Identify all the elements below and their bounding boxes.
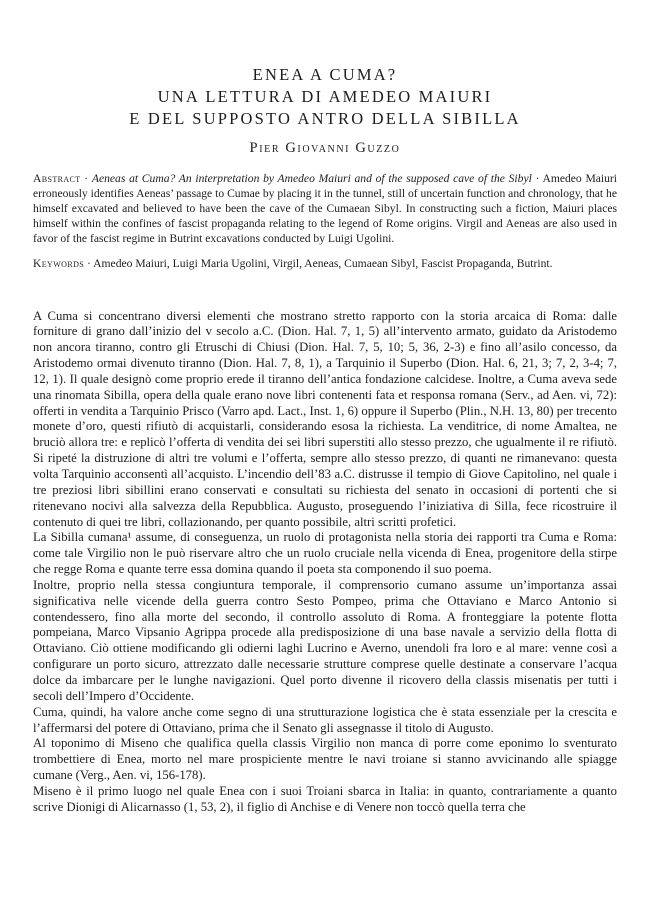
body-paragraph: La Sibilla cumana¹ assume, di conseguenza, un ruolo di protagonista nella storia dei rapporti tra Cuma e Roma: come tale Virgilio non le può riservare altro che un ruolo cruciale nella vicenda di Enea, progenitore della stirpe che regge Roma e quante terre essa domina quando il poeta sta componendo il suo poema. bbox=[33, 530, 617, 577]
article-body bbox=[33, 309, 617, 816]
abstract-english-title: Aeneas at Cuma? An interpretation by Amedeo Maiuri and of the supposed cave of the Sibyl bbox=[91, 172, 532, 185]
keywords-label: Keywords bbox=[33, 257, 85, 271]
body-paragraph: Inoltre, proprio nella stessa congiuntura temporale, il comprensorio cumano assume un’importanza assai significativa nelle vicende della guerra contro Sesto Pompeo, prima che Ottaviano e Marco Antonio si contendessero, fino alla morte del secondo, il controllo assoluto di Roma. A fronteggiare la potente flotta pompeiana, Marco Vipsanio Agrippa procede alla predisposizione di una base navale a servizio della flotta di Ottaviano. Ciò ottiene modificando gli odierni laghi Lucrino e Averno, unendoli fra loro e al mare: venne così a configurare un porto sicuro, attrezzato dalle necessarie strutture comprese quelle destinate a conservare l’acqua dolce da imbarcare per le lunghe navigazioni. Quel porto divenne il ricovero della classis misenatis per tutti i secoli dell’Impero d’Occidente. bbox=[33, 577, 617, 703]
article-title-line-2: UNA LETTURA DI AMEDEO MAIURI bbox=[157, 87, 493, 106]
abstract-label: Abstract bbox=[33, 172, 81, 185]
body-paragraph: Al toponimo di Miseno che qualifica quella classis Virgilio non manca di porre come eponimo lo sventurato trombettiere di Enea, morto nel mare prospiciente mentre le navi troiane si stanno avvicinando alle spiagge cumane (Verg., Aen. vi, 156-178). bbox=[33, 736, 617, 783]
body-paragraph: Miseno è il primo luogo nel quale Enea con i suoi Troiani sbarca in Italia: in quanto, contrariamente a quanto scrive Dionigi di Alicarnasso (1, 53, 2), il figlio di Anchise e di Venere non toccò quella terra che bbox=[33, 783, 617, 814]
author-name: Pier Giovanni Guzzo bbox=[249, 140, 401, 156]
keywords bbox=[33, 256, 617, 271]
article-page bbox=[33, 0, 617, 816]
article-title-line-3: E DEL SUPPOSTO ANTRO DELLA SIBILLA bbox=[129, 109, 521, 128]
body-paragraph: Cuma, quindi, ha valore anche come segno di una strutturazione logistica che è stata essenziale per la crescita e l’affermarsi del potere di Ottaviano, prima che il Senato gli assegnasse il titolo di Augusto. bbox=[33, 704, 617, 735]
abstract-separator: · bbox=[80, 172, 92, 185]
article-title-line-1: ENEA A CUMA? bbox=[252, 65, 398, 84]
body-paragraph: A Cuma si concentrano diversi elementi che mostrano stretto rapporto con la storia arcaica di Roma: dalle forniture di grano dall’inizio del v secolo a.C. (Dion. Hal. 7, 1, 5) all’intervento armato, guidato da Aristodemo non ancora tiranno, contro gli Etruschi di Chiusi (Dion. Hal. 7, 5, 10; 5, 36, 2-3) e fino all’asilo concesso, da Aristodemo ormai divenuto tiranno (Dion. Hal. 7, 8, 1), a Tarquinio il Superbo (Dion. Hal. 6, 21, 3; 7, 2, 3-4; 7, 12, 1). Il quale designò come proprio erede il tiranno dell’antica fondazione calcidese. Inoltre, a Cuma aveva sede una rinomata Sibilla, opera della quale erano nove libri contenenti fata et responsa romana (Serv., ad Aen. vi, 72): offerti in vendita a Tarquinio Prisco (Varro apd. Lact., Inst. 1, 6) oppure il Superbo (Plin., N.H. 13, 80) per trecento monete d’oro, questi rifiutò di acquistarli, considerando esosa la richiesta. La venditrice, di nome Amaltea, ne bruciò allora tre: e replicò l’offerta di vendita dei sei libri superstiti allo stesso prezzo, che ugualmente il re rifiutò. Si ripeté la distruzione di altri tre volumi e l’offerta, sempre allo stesso prezzo, di quanti ne rimanevano: questa volta Tarquinio acconsentì all’acquisto. L’incendio dell’83 a.C. distrusse il tempio di Giove Capitolino, nel quale i tre preziosi libri sibillini erano conservati e consultati su richiesta del senato in occasioni di portenti che si ritenevano nocivi alla salvezza della Repubblica. Augusto, proseguendo l’iniziativa di Silla, fece ricostruire il contenuto di quei tre libri, collazionando, per quanto possibile, altri scritti profetici. bbox=[33, 308, 617, 529]
keywords-text: · Amedeo Maiuri, Luigi Maria Ugolini, Virgil, Aeneas, Cumaean Sibyl, Fascist Propaganda, Butrint. bbox=[84, 257, 553, 271]
abstract bbox=[33, 171, 617, 246]
abstract-text: · Amedeo Maiuri erroneously identifies Aeneas’ passage to Cumae by placing it in the tunnel, still of uncertain function and chronology, that he himself excavated and believed to have been the cave of the Cumaean Sibyl. In constructing such a fiction, Maiuri places himself within the confines of fascist propaganda relating to the legend of Rome origins. Virgil and Aeneas are also used in favor of the fascist regime in Butrint excavations conducted by Luigi Ugolini. bbox=[33, 172, 617, 246]
